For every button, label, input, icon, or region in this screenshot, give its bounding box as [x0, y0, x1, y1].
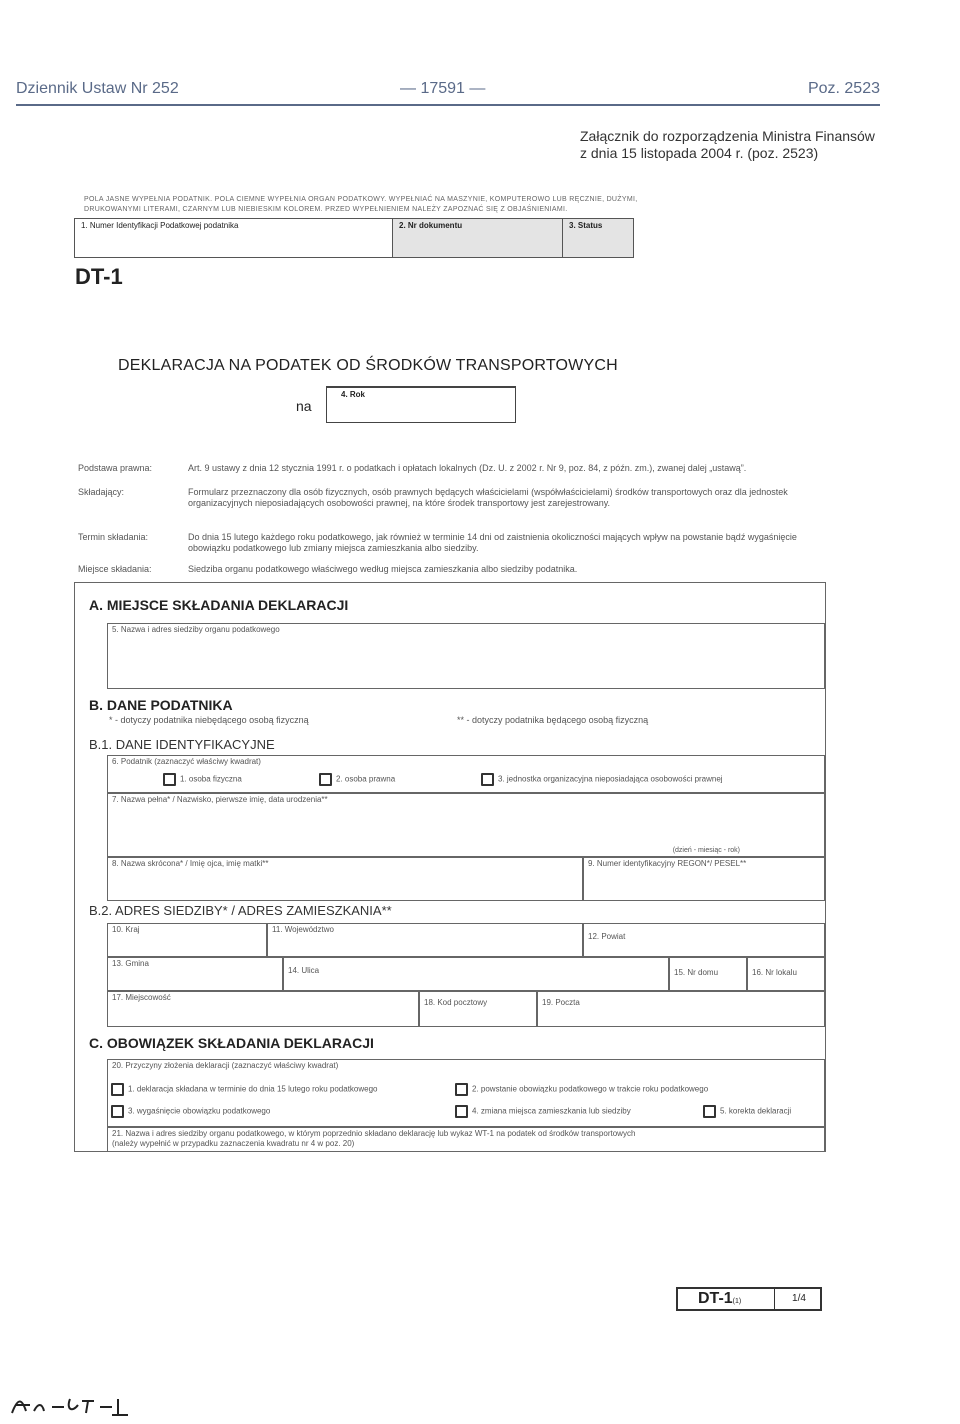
voivodeship-field[interactable] [267, 923, 583, 957]
note-legal-entity: * - dotyczy podatnika niebędącego osobą fizyczną [109, 715, 309, 725]
section-c-header [75, 1035, 825, 1055]
nip-field[interactable] [75, 219, 393, 257]
form-title: DEKLARACJA NA PODATEK OD ŚRODKÓW TRANSPORTOWYCH [118, 357, 618, 374]
annex-line-1: Załącznik do rozporządzenia Ministra Finansów [580, 128, 875, 144]
post-office-label: 19. Poczta [542, 998, 580, 1007]
checkbox-icon[interactable] [111, 1083, 124, 1096]
deadline-label: Termin składania: [78, 532, 149, 542]
checkbox-icon[interactable] [163, 773, 176, 786]
country-label: 10. Kraj [112, 925, 140, 934]
top-fields-box [74, 218, 634, 258]
county-label: 12. Powiat [588, 932, 626, 941]
place-label: Miejsce składania: [78, 564, 152, 574]
reason-option-1-label: 1. deklaracja składana w terminie do dnia 15 lutego roku podatkowego [128, 1084, 378, 1094]
year-field[interactable] [326, 386, 516, 423]
reason-label: 20. Przyczyny złożenia deklaracji (zaznaczyć właściwy kwadrat) [112, 1061, 339, 1070]
signature-scribble-icon [8, 1395, 138, 1419]
status-label: 3. Status [569, 221, 603, 230]
checkbox-icon[interactable] [703, 1105, 716, 1118]
legal-basis-value: Art. 9 ustawy z dnia 12 stycznia 1991 r. o podatkach i opłatach lokalnych (Dz. U. z 2002 r. Nr 9, poz. 84, z późn. zm.), zwanej dalej „ustawą”. [188, 463, 747, 473]
regon-pesel-label: 9. Numer identyfikacyjny REGON*/ PESEL** [588, 859, 747, 868]
short-name-field[interactable] [107, 857, 583, 901]
postal-code-label: 18. Kod pocztowy [424, 998, 488, 1007]
municipality-field[interactable] [107, 957, 283, 991]
taxpayer-option-unit-label: 3. jednostka organizacyjna nieposiadająca osobowości prawnej [498, 774, 723, 784]
status-field [563, 219, 633, 257]
footer-form-code [698, 1290, 741, 1308]
country-field[interactable] [107, 923, 267, 957]
note-natural-person: ** - dotyczy podatnika będącego osobą fizyczną [457, 715, 649, 725]
place-value: Siedziba organu podatkowego właściwego według miejsca zamieszkania albo siedziby podatnika. [188, 564, 578, 574]
footer-edition: (1) [732, 1298, 742, 1305]
handwritten-note [8, 1395, 138, 1424]
previous-office-hint: (należy wypełnić w przypadku zaznaczenia kwadratu nr 4 w poz. 20) [112, 1139, 355, 1148]
reason-option-4-label: 4. zmiana miejsca zamieszkania lub siedziby [472, 1106, 631, 1116]
section-a-title: A. MIEJSCE SKŁADANIA DEKLARACJI [89, 597, 349, 613]
date-hint: (dzień - miesiąc - rok) [672, 847, 740, 854]
checkbox-icon[interactable] [111, 1105, 124, 1118]
legal-basis-label: Podstawa prawna: [78, 463, 153, 473]
document-number-label: 2. Nr dokumentu [399, 221, 463, 230]
full-name-label: 7. Nazwa pełna* / Nazwisko, pierwsze imię, data urodzenia** [112, 795, 328, 804]
year-label: 4. Rok [341, 390, 366, 399]
reason-option-2-label: 2. powstanie obowiązku podatkowego w trakcie roku podatkowego [472, 1084, 709, 1094]
section-b-header [75, 697, 825, 717]
taxpayer-option-unit[interactable] [481, 773, 723, 786]
form-body [74, 582, 826, 1152]
taxpayer-option-legal-label: 2. osoba prawna [336, 774, 396, 784]
postal-code-field[interactable] [419, 991, 537, 1027]
municipality-label: 13. Gmina [112, 959, 149, 968]
reason-option-5[interactable] [703, 1105, 791, 1118]
header-divider [16, 104, 880, 106]
reason-option-3-label: 3. wygaśnięcie obowiązku podatkowego [128, 1106, 271, 1116]
footer-page-indicator: 1/4 [774, 1289, 823, 1309]
taxpayer-option-natural-label: 1. osoba fizyczna [180, 774, 242, 784]
apartment-number-field[interactable] [747, 957, 825, 991]
house-number-label: 15. Nr domu [674, 968, 719, 977]
county-field[interactable] [583, 923, 825, 957]
section-b2-title: B.2. ADRES SIEDZIBY* / ADRES ZAMIESZKANIA** [89, 903, 392, 918]
page-number: — 17591 — [400, 80, 486, 97]
section-b1-title: B.1. DANE IDENTYFIKACYJNE [89, 737, 275, 752]
checkbox-icon[interactable] [455, 1105, 468, 1118]
reason-option-4[interactable] [455, 1105, 631, 1118]
footer-code-text: DT-1 [698, 1290, 733, 1307]
submitter-value: Formularz przeznaczony dla osób fizycznych, osób prawnych będących właścicielami (współwłaścicielami) środków transportowych oraz dla jednostek organizacyjnych nieposiadających osobowości prawnej, na które środek transportowy jest zarejestrowany. [188, 487, 788, 508]
regon-pesel-field[interactable] [583, 857, 825, 901]
section-b-title: B. DANE PODATNIKA [89, 697, 233, 713]
document-number-field [393, 219, 563, 257]
taxpayer-option-legal[interactable] [319, 773, 395, 786]
position-number: Poz. 2523 [807, 80, 880, 97]
city-label: 17. Miejscowość [112, 993, 171, 1002]
checkbox-icon[interactable] [319, 773, 332, 786]
reason-option-3[interactable] [111, 1105, 270, 1118]
city-field[interactable] [107, 991, 419, 1027]
full-name-field[interactable] [107, 793, 825, 857]
post-office-field[interactable] [537, 991, 825, 1027]
short-name-label: 8. Nazwa skrócona* / Imię ojca, imię matki** [112, 859, 269, 868]
footer-form-code-box [676, 1287, 822, 1311]
reason-option-2[interactable] [455, 1083, 708, 1096]
year-prefix: na [296, 398, 312, 414]
taxpayer-option-natural[interactable] [163, 773, 242, 786]
apartment-number-label: 16. Nr lokalu [752, 968, 797, 977]
reason-option-5-label: 5. korekta deklaracji [720, 1106, 792, 1116]
taxpayer-type-label: 6. Podatnik (zaznaczyć właściwy kwadrat) [112, 757, 261, 766]
street-field[interactable] [283, 957, 669, 991]
nip-label: 1. Numer Identyfikacji Podatkowej podatnika [81, 221, 239, 230]
checkbox-icon[interactable] [481, 773, 494, 786]
instructions-note: POLA JASNE WYPEŁNIA PODATNIK. POLA CIEMNE WYPEŁNIA ORGAN PODATKOWY. WYPEŁNIAĆ NA MASZYNIE, KOMPUTEROWO LUB RĘCZNIE, DUŻYMI, DRUKOWANYMI LITERAMI, CZARNYM LUB NIEBIESKIM KOLOREM. PRZED WYPEŁNIENIEM NALEŻY ZAPOZNAĆ SIĘ Z OBJAŚNIENIAMI. [84, 196, 638, 213]
tax-office-field[interactable] [107, 623, 825, 689]
form-code: DT-1 [75, 264, 123, 289]
voivodeship-label: 11. Województwo [272, 925, 334, 934]
house-number-field[interactable] [669, 957, 747, 991]
street-label: 14. Ulica [288, 966, 320, 975]
section-c-title: C. OBOWIĄZEK SKŁADANIA DEKLARACJI [89, 1035, 374, 1051]
previous-office-label: 21. Nazwa i adres siedziby organu podatkowego, w którym poprzednio składano deklarację lub wykaz WT-1 na podatek od środków transportowych [112, 1129, 636, 1138]
reason-option-1[interactable] [111, 1083, 378, 1096]
section-a-header [75, 597, 825, 619]
annex-line-2: z dnia 15 listopada 2004 r. (poz. 2523) [580, 145, 819, 161]
submitter-label: Składający: [78, 487, 125, 497]
previous-office-field[interactable] [107, 1127, 825, 1152]
tax-office-label: 5. Nazwa i adres siedziby organu podatkowego [112, 625, 280, 634]
journal-title: Dziennik Ustaw Nr 252 [16, 80, 179, 97]
annex-note [580, 128, 880, 162]
checkbox-icon[interactable] [455, 1083, 468, 1096]
deadline-value: Do dnia 15 lutego każdego roku podatkowego, jak również w terminie 14 dni od zaistnienia okoliczności mających wpływ na powstanie bądź wygaśnięcie obowiązku podatkowego lub zmiany miejsca zamieszkania albo siedziby. [188, 532, 797, 553]
